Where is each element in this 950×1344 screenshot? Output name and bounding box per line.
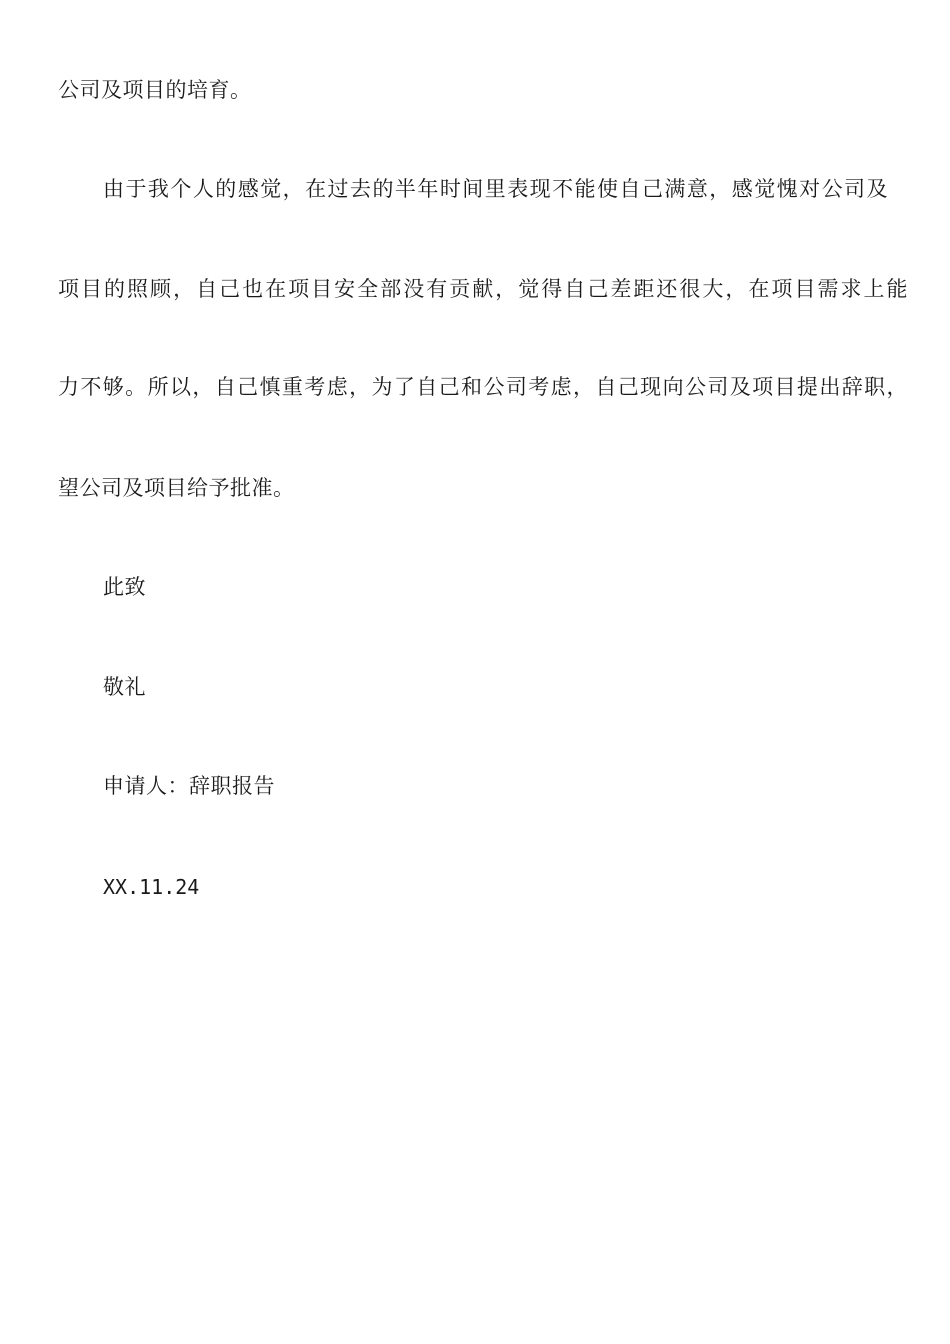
applicant-line: 申请人：辞职报告 <box>103 774 275 798</box>
closing-salutation: 此致 <box>103 575 146 599</box>
paragraph-line-1: 由于我个人的感觉，在过去的半年时间里表现不能使自己满意，感觉愧对公司及 <box>103 177 888 201</box>
closing-regards: 敬礼 <box>103 675 146 699</box>
date-line: XX.11.24 <box>103 875 200 899</box>
paragraph-line-4: 望公司及项目给予批准。 <box>58 476 295 500</box>
opening-tail-line: 公司及项目的培育。 <box>58 78 252 102</box>
paragraph-line-3: 力不够。所以，自己慎重考虑，为了自己和公司考虑，自己现向公司及项目提出辞职， <box>58 375 908 399</box>
paragraph-line-2: 项目的照顾，自己也在项目安全部没有贡献，觉得自己差距还很大，在项目需求上能 <box>58 277 908 301</box>
